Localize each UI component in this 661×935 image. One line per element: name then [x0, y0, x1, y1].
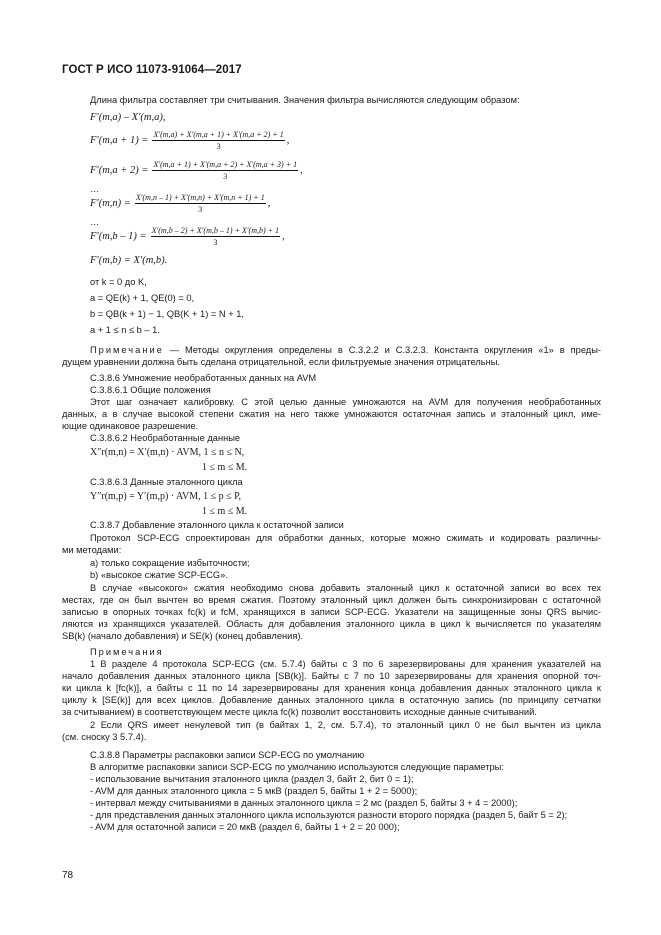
fraction — [152, 160, 298, 181]
denominator: 3 — [213, 238, 218, 247]
formula-tail: , — [282, 231, 285, 242]
formula-1: F′(m,a) – X′(m,a), — [90, 112, 166, 123]
formula-tail: , — [286, 135, 290, 146]
condition-4: a + 1 ≤ n ≤ b – 1. — [90, 325, 160, 335]
paragraph-line: записью в опорных точках fc(k) и fcM, хранящихся в записи SCP-ECG. Указатели на защищенные зоны QRS вычис- — [62, 607, 601, 617]
paragraph-line: В алгоритме распаковки записи SCP-ECG по умолчанию используются следующие параметры: — [90, 762, 504, 772]
section-c387-title: С.3.8.7 Добавление эталонного цикла к остаточной записи — [90, 520, 344, 530]
paragraph-line: Этот шаг означает калибровку. С этой целью данные умножаются на AVM для получения необработанных — [90, 397, 601, 407]
note-line: ки цикла k [fc(k)], а байты с 11 по 14 зарезервированы для хранения конца добавления данных эталонного цикла к — [62, 683, 601, 693]
formula-3 — [90, 160, 303, 181]
list-item: - для представления данных эталонного цикла используются разности второго порядка (раздел 5, байт 5 = 2); — [90, 810, 568, 820]
paragraph-line: местах, где он был вычтен во время сжатия. Поэтому эталонный цикл должен быть синхронизирован с остаточной — [62, 595, 601, 605]
formula-6: F′(m,b) = X′(m,b). — [90, 255, 168, 266]
numerator: X′(m,a) + X′(m,a + 1) + X′(m,a + 2) + 1 — [153, 130, 284, 139]
note-line: 2 Если QRS имеет ненулевой тип (в байтах 1, 2, см. 5.7.4), то эталонный цикл 0 не был вычтен из цикла — [90, 720, 601, 730]
fraction — [135, 193, 266, 214]
paragraph-line: ми методами: — [62, 545, 122, 555]
section-c3861-title: С.3.8.6.1 Общие положения — [90, 385, 211, 395]
note-line: (см. сноску 3 5.7.4). — [62, 732, 147, 742]
list-item: - AVM для данных эталонного цикла = 5 мкВ (раздел 5, байты 1 + 2 = 5000); — [90, 786, 418, 796]
denominator: 3 — [198, 205, 203, 214]
intro-text: Длина фильтра составляет три считывания. Значения фильтра вычисляются следующим образом: — [90, 95, 520, 105]
note-1-line-2: дущем уравнении должна быть сделана отрицательной, если фильтруемые значения отрицательны. — [62, 357, 501, 367]
formula-lhs: F′(m,a + 1) = — [90, 135, 149, 146]
note-line: за считыванием) в соответствующем месте цикла fc(k) позволит восстановить исходные данные считываний. — [62, 707, 537, 717]
numerator: X′(m,b – 2) + X′(m,b – 1) + X′(m,b) + 1 — [151, 226, 280, 235]
formula-lhs: F′(m,b – 1) = — [90, 231, 147, 242]
list-item-a: а) только сокращение избыточности; — [90, 558, 250, 568]
formula-4 — [90, 193, 270, 214]
paragraph-line: В случае «высокого» сжатия необходимо снова добавить эталонный цикл к остаточной записи во всех тех — [90, 583, 601, 593]
formula-lhs: F′(m,n) = — [90, 198, 131, 209]
numerator: X′(m,a + 1) + X′(m,a + 2) + X′(m,a + 3) + 1 — [153, 160, 298, 169]
note-1-line-1 — [62, 344, 601, 356]
formula-tail: , — [267, 198, 271, 209]
paragraph-line: Протокол SCP-ECG спроектирован для обработки данных, которые можно сжимать и кодировать различны- — [90, 533, 601, 543]
equation-raw-data-range: 1 ≤ m ≤ M. — [202, 462, 248, 473]
page-number: 78 — [62, 870, 74, 881]
fraction — [151, 226, 280, 247]
paragraph-line: ляются из хранящихся указателей. Область для добавления эталонного цикла в цикл k вычисляется по указателям — [62, 619, 601, 629]
section-c3862-title: С.3.8.6.2 Необработанные данные — [90, 433, 241, 443]
numerator: X′(m,n – 1) + X′(m,n) + X′(m,n + 1) + 1 — [135, 193, 265, 202]
list-item: - AVM для остаточной записи = 20 мкВ (раздел 6, байты 1 + 2 = 20 000); — [90, 822, 400, 832]
paragraph-line: данных, а в случае высокой степени сжатия на него также умножаются остаточная запись и эталонный цикл, име- — [62, 409, 601, 419]
note-line: 1 В разделе 4 протокола SCP-ECG (см. 5.7.4) байты с 3 по 6 зарезервированы для хранения указателей на — [90, 659, 601, 669]
list-item-b: b) «высокое сжатие SCP-ECG». — [90, 570, 228, 580]
formula-2 — [90, 130, 289, 151]
list-item: - интервал между считываниями в данных эталонного цикла = 2 мс (раздел 5, байты 3 + 4 = 2000); — [90, 798, 518, 808]
condition-2: a = QE(k) + 1, QE(0) = 0, — [90, 293, 195, 303]
ellipsis: … — [90, 217, 100, 227]
condition-1: от k = 0 до K, — [90, 277, 147, 287]
note-line: начало добавления данных эталонного цикла [SB(k)]. Байты с 7 по 10 зарезервированы для хранения опорной точ- — [62, 671, 601, 681]
list-item: - использование вычитания эталонного цикла (раздел 3, байт 2, бит 0 = 1); — [90, 774, 414, 784]
formula-lhs: F′(m,a + 2) = — [90, 165, 149, 176]
note-line: циклу k [SE(k)] для всех циклов. Добавление данных эталонного цикла в остаточную запись (по принципу сетчатки — [62, 695, 601, 705]
section-c388-title: С.3.8.8 Параметры распаковки записи SCP-ECG по умолчанию — [90, 750, 365, 760]
condition-3: b = QB(k + 1) − 1, QB(K + 1) = N + 1, — [90, 309, 244, 319]
note-label: Примечание — [90, 345, 164, 355]
note-text: — Методы округления определены в С.3.2.2 и С.3.2.3. Константа округления «1» в преды- — [163, 345, 601, 355]
equation-reference-cycle: Y″r(m,p) = Y′(m,p) · AVM, 1 ≤ p ≤ P, — [90, 491, 242, 502]
equation-reference-range: 1 ≤ m ≤ M. — [202, 506, 248, 517]
denominator: 3 — [223, 172, 228, 181]
denominator: 3 — [216, 142, 221, 151]
paragraph-line: ющие одинаковое разрешение. — [62, 421, 199, 431]
document-header: ГОСТ Р ИСО 11073-91064—2017 — [62, 64, 242, 76]
section-c386-title: С.3.8.6 Умножение необработанных данных на AVM — [90, 373, 317, 383]
notes-label: Примечания — [90, 647, 164, 657]
equation-raw-data: X″r(m,n) = X′(m,n) · AVM, 1 ≤ n ≤ N, — [90, 447, 245, 458]
section-c3863-title: С.3.8.6.3 Данные эталонного цикла — [90, 477, 243, 487]
paragraph-line: SB(k) (начало добавления) и SE(k) (конец добавления). — [62, 631, 304, 641]
formula-5 — [90, 226, 285, 247]
ellipsis: … — [90, 184, 100, 194]
formula-tail: , — [300, 165, 303, 176]
fraction — [152, 130, 284, 151]
